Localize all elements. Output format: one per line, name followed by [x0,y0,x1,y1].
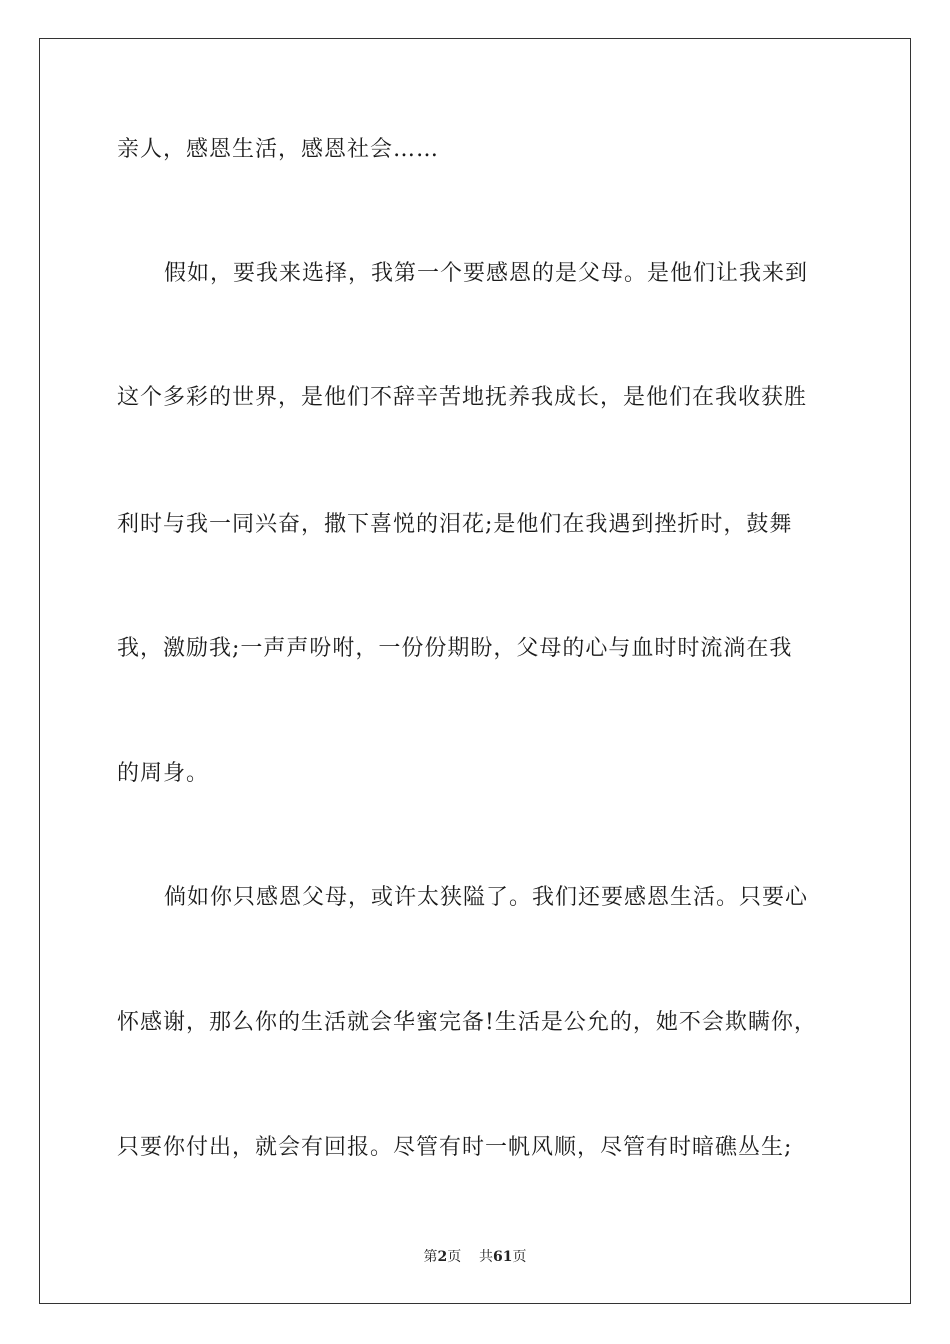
text-line-7: 倘如你只感恩父母，或许太狭隘了。我们还要感恩生活。只要心 [164,885,809,910]
text-line-4: 利时与我一同兴奋，撒下喜悦的泪花;是他们在我遇到挫折时，鼓舞 [117,512,793,537]
text-line-9: 只要你付出，就会有回报。尽管有时一帆风顺，尽管有时暗礁丛生; [117,1135,793,1160]
page-border [39,38,911,1304]
page-prefix: 第 [423,1249,438,1265]
text-line-2: 假如，要我来选择，我第一个要感恩的是父母。是他们让我来到 [164,261,809,286]
text-line-5: 我，激励我;一声声吩咐，一份份期盼，父母的心与血时时流淌在我 [117,636,793,661]
total-pages: 61 [493,1249,513,1265]
total-suffix: 页 [512,1249,527,1265]
text-line-3: 这个多彩的世界，是他们不辞辛苦地抚养我成长，是他们在我收获胜 [117,385,808,410]
total-prefix: 共 [479,1249,494,1265]
text-line-1: 亲人，感恩生活，感恩社会…… [117,137,440,162]
text-line-8: 怀感谢，那么你的生活就会华蜜完备!生活是公允的，她不会欺瞒你， [117,1010,817,1035]
text-line-6: 的周身。 [117,761,210,786]
page-number: 2 [437,1249,448,1265]
page-footer [0,1247,950,1267]
page-suffix: 页 [447,1249,462,1265]
